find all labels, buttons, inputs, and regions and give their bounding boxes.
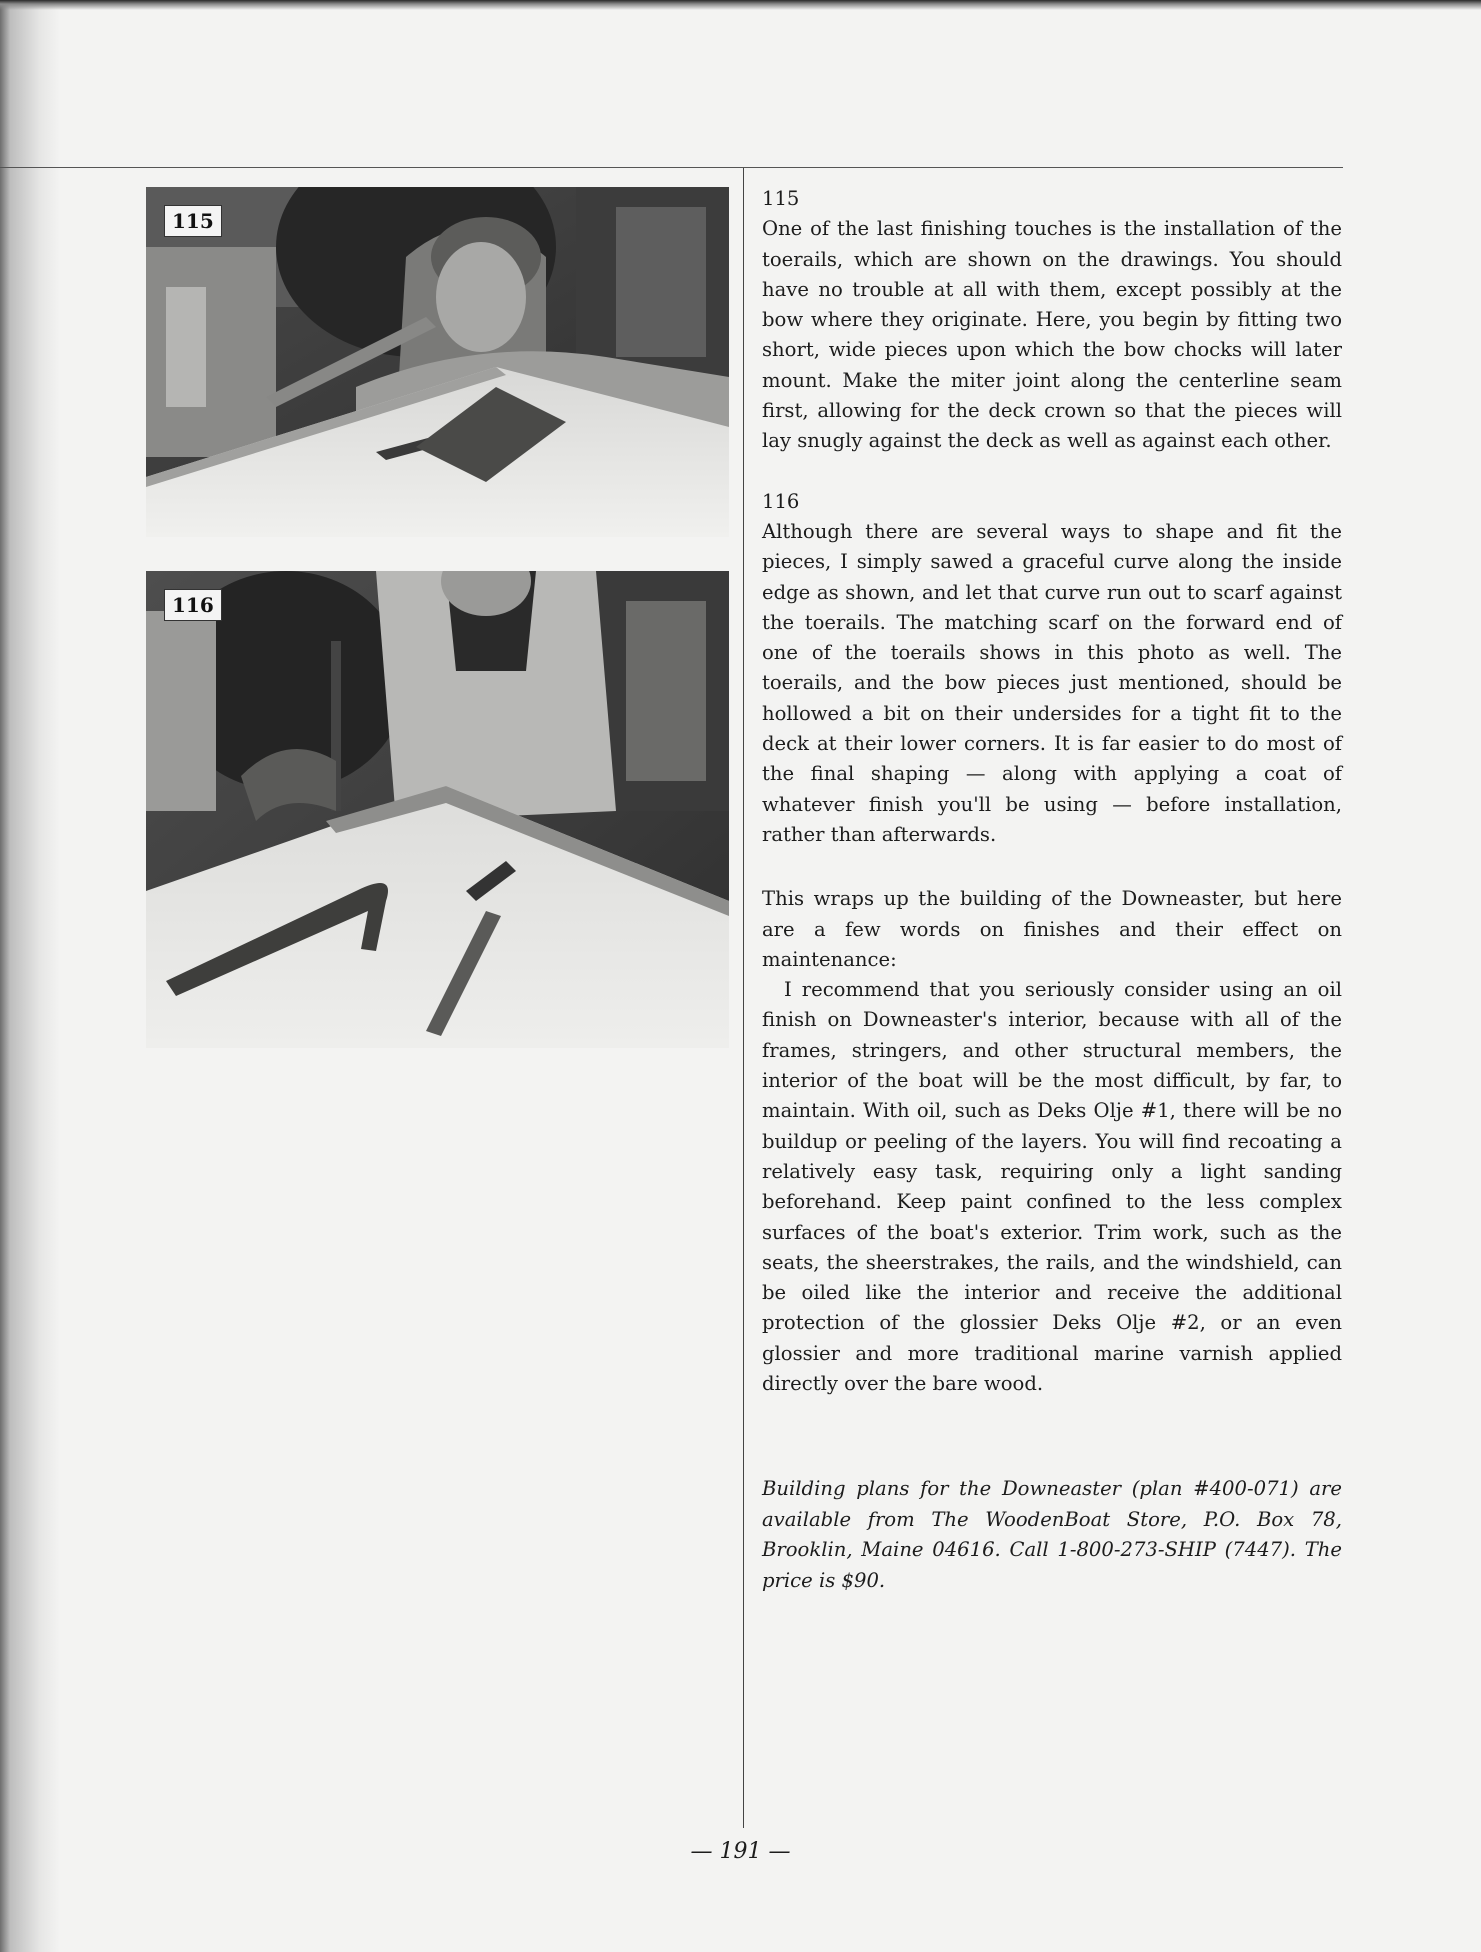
photo-figure-115 [146,187,729,537]
page-top-edge [0,0,1481,10]
figure-number-badge: 116 [164,589,222,621]
body-paragraph: I recommend that you seriously consider using an oil finish on Downeaster's interior, because with all of the frames, stringers, and other structural members, the interior of the boat will be the most difficult, by far, to maintain. With oil, such as Deks Olje #1, there will be no buildup or peeling of the layers. You will find recoating a relatively easy task, requiring only a light sanding beforehand. Keep paint confined to the less complex surfaces of the boat's exterior. Trim work, such as the seats, the sheerstrakes, the rails, and the windshield, can be oiled like the interior and receive the additional protection of the glossier Deks Olje #2, or an even glossier and more traditional marine varnish applied directly over the bare wood. [762,978,1342,1395]
text-column [762,184,1342,1399]
page-edge-shadow [0,0,60,1952]
body-intro: This wraps up the building of the Downeaster, but here are a few words on finishes and their effect on maintenance: [762,887,1342,971]
caption-text: Although there are several ways to shape and fit the pieces, I simply sawed a graceful curve along the inside edge as shown, and let that curve run out to scarf against the toerails. The matching scarf on the forward end of one of the toerails shows in this photo as well. The toerails, and the bow pieces just mentioned, should be hollowed a bit on their undersides for a tight fit to the deck at their lower corners. It is far easier to do most of the final shaping — along with applying a coat of whatever finish you'll be using — before installation, rather than afterwards. [762,519,1342,846]
page-number: — 191 — [690,1839,791,1864]
plans-credit: Building plans for the Downeaster (plan #400-071) are available from The WoodenBoat Store, P.O. Box 78, Brooklin, Maine 04616. Call 1-800-273-SHIP (7447). The price is $90. [762,1477,1342,1592]
caption-number: 115 [762,187,800,210]
caption-text: One of the last finishing touches is the installation of the toerails, which are shown on the drawings. You should have no trouble at all with them, except possibly at the bow where they originate. Here, you begin by fitting two short, wide pieces upon which the bow chocks will later mount. Make the miter joint along the centerline seam first, allowing for the deck crown so that the pieces will lay snugly against the deck as well as against each other. [762,217,1342,453]
column-divider [743,168,744,1828]
header-rule [0,167,1343,168]
photo-116-image [146,571,729,1048]
figure-number-badge: 115 [164,205,222,237]
photo-figure-116 [146,571,729,1048]
photo-115-image [146,187,729,537]
caption-number: 116 [762,489,800,513]
